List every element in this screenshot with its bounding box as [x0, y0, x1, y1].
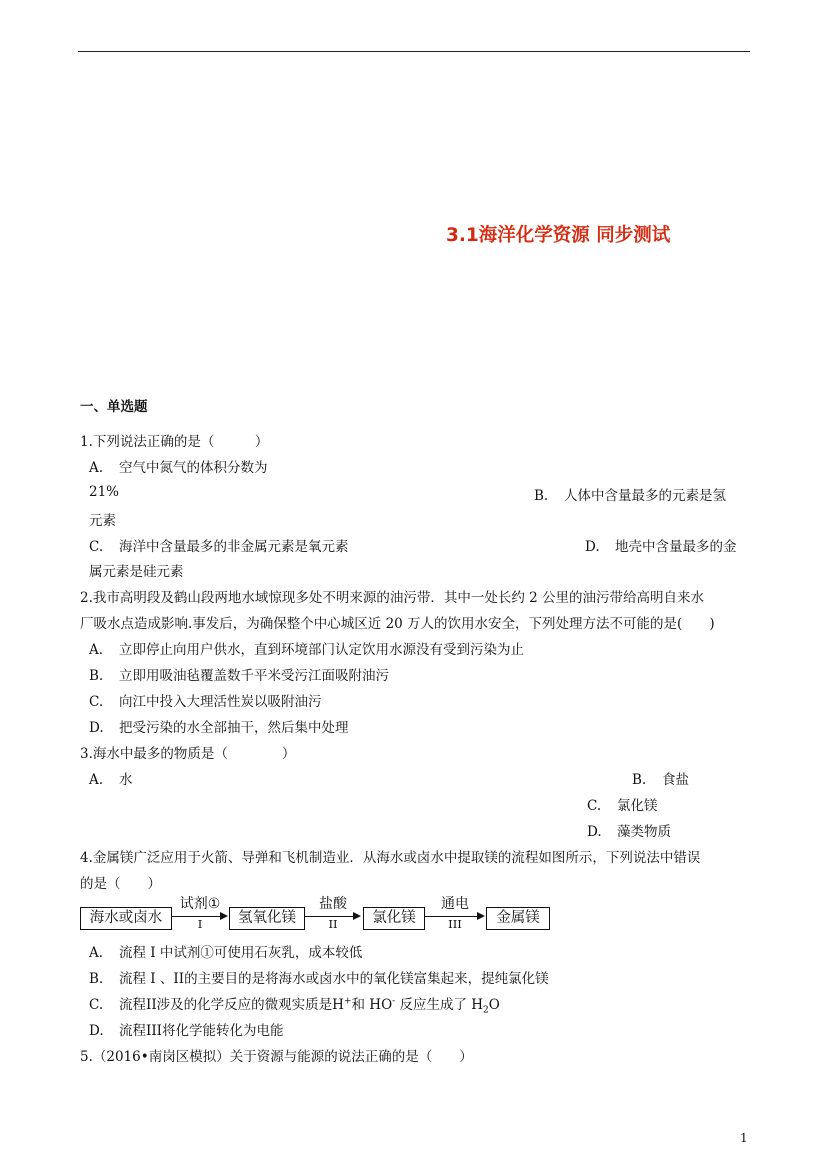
- section-heading: 一、单选题: [80, 399, 148, 415]
- flow-arrow-3-top: 通电: [441, 896, 469, 912]
- q3-option-c-text: 氯化镁: [617, 798, 658, 814]
- flow-box-mg-chloride: 氯化镁: [363, 907, 425, 930]
- q1-stem: 1.下列说法正确的是（ ）: [80, 434, 269, 450]
- q2-option-a-label: A.: [89, 642, 104, 658]
- flow-box-seawater: 海水或卤水: [80, 907, 172, 930]
- q1-option-b-label: B.: [534, 488, 549, 504]
- q4-stem-line2: 的是（ ）: [80, 876, 161, 892]
- q2-option-c-text: 向江中投入大理活性炭以吸附油污: [119, 694, 322, 710]
- flow-arrow-2: [305, 896, 361, 932]
- flow-box-mg-metal: 金属镁: [486, 907, 550, 930]
- q4-option-b: [89, 967, 549, 987]
- q2-option-b-label: B.: [89, 668, 104, 684]
- q3-option-d-label: D.: [587, 824, 602, 840]
- flow-arrow-2-top: 盐酸: [319, 896, 347, 912]
- flow-arrow-2-bottom: II: [328, 917, 338, 931]
- q1-option-c-text: 海洋中含量最多的非金属元素是氧元素: [119, 539, 349, 555]
- q4-option-d-label: D.: [89, 1023, 104, 1039]
- q5-stem: 5.（2016•南岗区模拟）关于资源与能源的说法正确的是（ ）: [80, 1049, 473, 1065]
- q1-option-c: [89, 535, 349, 555]
- q2-option-b-text: 立即用吸油毡覆盖数千平米受污江面吸附油污: [119, 668, 389, 684]
- q1-option-d-cont: 属元素是硅元素: [89, 564, 184, 580]
- q1-option-a-cont: 21%: [89, 484, 120, 500]
- q4-option-a: [89, 941, 362, 961]
- q2-option-c: [89, 690, 322, 710]
- q2-stem-line1: 2.我市高明段及鹤山段两地水域惊现多处不明来源的油污带．其中一处长约 2 公里的油污带给高明自来水: [80, 590, 705, 606]
- flow-arrow-1-bottom: I: [197, 917, 203, 931]
- q4-stem-line1: 4.金属镁广泛应用于火箭、导弹和飞机制造业．从海水或卤水中提取镁的流程如图所示，下列说法中错误: [80, 850, 701, 866]
- page-number: 1: [740, 1131, 748, 1145]
- q1-option-d-label: D.: [585, 539, 600, 555]
- q4-option-d-text: 流程III将化学能转化为电能: [119, 1023, 284, 1039]
- q2-option-d-text: 把受污染的水全部抽干，然后集中处理: [119, 720, 349, 736]
- q2-option-b: [89, 664, 389, 684]
- q1-option-a: [89, 456, 268, 476]
- q4-option-a-text: 流程 I 中试剂①可使用石灰乳，成本较低: [119, 945, 363, 961]
- q2-option-d: [89, 716, 349, 736]
- flow-arrow-3: [425, 896, 485, 932]
- q3-option-b: [632, 768, 689, 788]
- q1-option-c-label: C.: [89, 539, 104, 555]
- q4-option-d: [89, 1019, 284, 1039]
- q1-option-b-text: 人体中含量最多的元素是氢: [564, 488, 726, 504]
- q4-option-c: [89, 993, 500, 1016]
- q2-stem-line2: 厂吸水点造成影响.事发后，为确保整个中心城区近 20 万人的饮用水安全，下列处理方法不可能的是( ): [80, 616, 715, 632]
- q3-option-a-label: A.: [89, 772, 104, 788]
- q1-option-a-label: A.: [89, 460, 104, 476]
- q3-option-a: [89, 768, 133, 788]
- q3-option-b-label: B.: [632, 772, 647, 788]
- q3-option-c: [587, 794, 658, 814]
- flow-arrow-3-bottom: III: [448, 917, 462, 931]
- q4-flow-diagram: [80, 896, 560, 932]
- q2-option-d-label: D.: [89, 720, 104, 736]
- q2-option-a-text: 立即停止向用户供水，直到环境部门认定饮用水源没有受到污染为止: [119, 642, 524, 658]
- q4-option-c-label: C.: [89, 997, 104, 1013]
- q3-option-d-text: 藻类物质: [617, 824, 671, 840]
- q3-stem: 3.海水中最多的物质是（ ）: [80, 746, 296, 762]
- flow-arrow-1: [172, 896, 228, 932]
- flow-box-mg-hydroxide: 氢氧化镁: [229, 907, 305, 930]
- q4-option-a-label: A.: [89, 945, 104, 961]
- q3-option-a-text: 水: [119, 772, 133, 788]
- q1-option-d-text: 地壳中含量最多的金: [615, 539, 737, 555]
- q3-option-b-text: 食盐: [662, 772, 689, 788]
- q3-option-c-label: C.: [587, 798, 602, 814]
- header-rule: [78, 51, 750, 52]
- q1-option-d: [585, 535, 737, 555]
- document-title: 3.1海洋化学资源 同步测试: [446, 225, 671, 246]
- q2-option-c-label: C.: [89, 694, 104, 710]
- q1-option-b-cont: 元素: [89, 513, 116, 529]
- q1-option-a-text: 空气中氮气的体积分数为: [119, 460, 268, 476]
- q4-option-b-label: B.: [89, 971, 104, 987]
- q4-option-b-text: 流程 I 、II的主要目的是将海水或卤水中的氧化镁富集起来，提纯氯化镁: [119, 971, 549, 987]
- q3-option-d: [587, 820, 671, 840]
- q2-option-a: [89, 638, 524, 658]
- q1-option-b: [534, 484, 726, 504]
- flow-arrow-1-top: 试剂①: [179, 896, 221, 912]
- q4-option-c-text: 流程II涉及的化学反应的微观实质是H+和 HO- 反应生成了 $H_2O$: [119, 996, 500, 1016]
